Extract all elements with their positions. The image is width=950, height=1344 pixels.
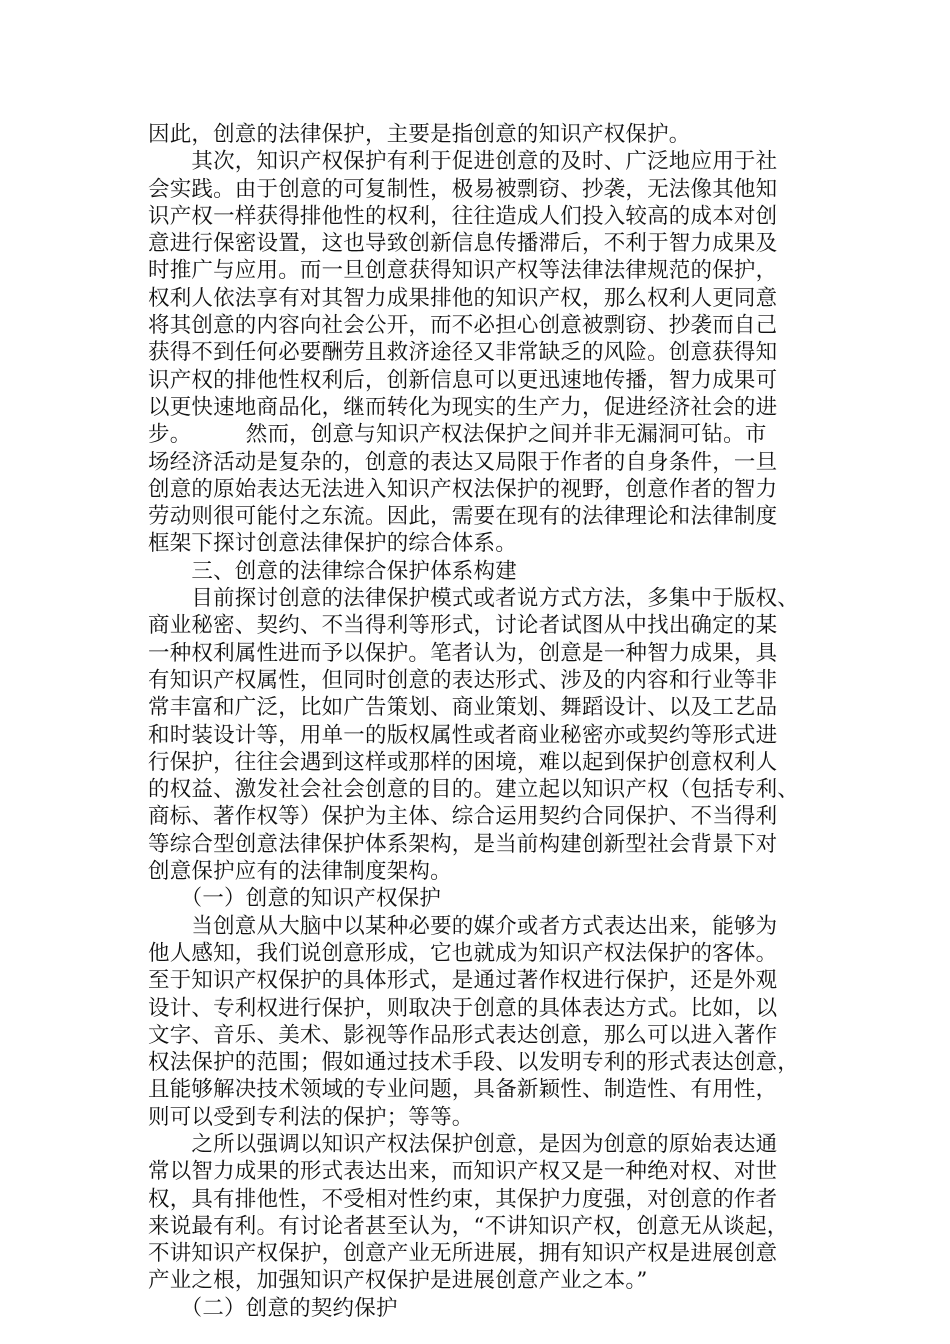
text-line: 商业秘密、契约、不当得利等形式，讨论者试图从中找出确定的某 (148, 613, 778, 639)
text-line: 权法保护的范围；假如通过技术手段、以发明专利的形式表达创意， (148, 1050, 800, 1076)
text-line: 产业之根，加强知识产权保护是进展创意产业之本。” (148, 1268, 648, 1294)
text-line: 来说最有利。有讨论者甚至认为，“不讲知识产权，创意无从谈起， (148, 1213, 789, 1239)
text-line: 不讲知识产权保护，创意产业无所进展，拥有知识产权是进展创意 (148, 1241, 778, 1267)
text-line: 目前探讨创意的法律保护模式或者说方式方法，多集中于版权、 (148, 586, 800, 612)
text-line: 常以智力成果的形式表达出来，而知识产权又是一种绝对权、对世 (148, 1159, 778, 1185)
text-line: 当创意从大脑中以某种必要的媒介或者方式表达出来，能够为 (148, 913, 778, 939)
text-line: 的权益、激发社会社会创意的目的。建立起以知识产权（包括专利、 (148, 777, 800, 803)
text-line: 商标、著作权等）保护为主体、综合运用契约合同保护、不当得利 (148, 804, 778, 830)
document-body (148, 121, 810, 1322)
text-line: 获得不到任何必要酬劳且救济途径又非常缺乏的风险。创意获得知 (148, 340, 778, 366)
text-line: 意进行保密设置，这也导致创新信息传播滞后，不利于智力成果及 (148, 231, 778, 257)
text-line: 识产权的排他性权利后，创新信息可以更迅速地传播，智力成果可 (148, 367, 778, 393)
text-line: 则可以受到专利法的保护；等等。 (148, 1104, 474, 1130)
text-line: 常丰富和广泛，比如广告策划、商业策划、舞蹈设计、以及工艺品 (148, 695, 778, 721)
text-line: 文字、音乐、美术、影视等作品形式表达创意，那么可以进入著作 (148, 1022, 778, 1048)
text-line: 至于知识产权保护的具体形式，是通过著作权进行保护，还是外观 (148, 968, 778, 994)
section-heading: 三、创意的法律综合保护体系构建 (148, 558, 517, 584)
text-line: 创意的原始表达无法进入知识产权法保护的视野，创意作者的智力 (148, 476, 778, 502)
subsection-heading: （一）创意的知识产权保护 (148, 886, 442, 912)
text-line: 将其创意的内容向社会公开，而不必担心创意被剽窃、抄袭而自己 (148, 313, 778, 339)
text-line: 有知识产权属性，但同时创意的表达形式、涉及的内容和行业等非 (148, 667, 778, 693)
text-line: 步。 然而，创意与知识产权法保护之间并非无漏洞可钻。市 (148, 422, 767, 448)
text-line: 一种权利属性进而予以保护。笔者认为，创意是一种智力成果，具 (148, 640, 778, 666)
text-line: 场经济活动是复杂的，创意的表达又局限于作者的自身条件，一旦 (148, 449, 778, 475)
text-line: 劳动则很可能付之东流。因此，需要在现有的法律理论和法律制度 (148, 504, 778, 530)
text-line: 权利人依法享有对其智力成果排他的知识产权，那么权利人更同意 (148, 285, 778, 311)
text-line: 和时装设计等，用单一的版权属性或者商业秘密亦或契约等形式进 (148, 722, 778, 748)
text-line: 设计、专利权进行保护，则取决于创意的具体表达方式。比如，以 (148, 995, 778, 1021)
text-line: 因此，创意的法律保护，主要是指创意的知识产权保护。 (148, 122, 691, 147)
text-line: 创意保护应有的法律制度架构。 (148, 859, 452, 885)
text-line: 框架下探讨创意法律保护的综合体系。 (148, 531, 517, 557)
text-line: 且能够解决技术领域的专业问题，具备新颖性、制造性、有用性， (148, 1077, 778, 1103)
text-line: 等综合型创意法律保护体系架构，是当前构建创新型社会背景下对 (148, 831, 778, 857)
text-line: 权，具有排他性，不受相对性约束，其保护力度强，对创意的作者 (148, 1186, 778, 1212)
text-line: 行保护，往往会遇到这样或那样的困境，难以起到保护创意权利人 (148, 749, 778, 775)
text-line: 时推广与应用。而一旦创意获得知识产权等法律法律规范的保护， (148, 258, 778, 284)
text-line: 会实践。由于创意的可复制性，极易被剽窃、抄袭，无法像其他知 (148, 176, 778, 202)
subsection-heading: （二）创意的契约保护 (148, 1295, 398, 1321)
text-line: 他人感知，我们说创意形成，它也就成为知识产权法保护的客体。 (148, 940, 778, 966)
text-line: 其次，知识产权保护有利于促进创意的及时、广泛地应用于社 (148, 149, 778, 175)
text-line: 识产权一样获得排他性的权利，往往造成人们投入较高的成本对创 (148, 203, 778, 229)
text-line: 之所以强调以知识产权法保护创意，是因为创意的原始表达通 (148, 1131, 778, 1157)
text-line: 以更快速地商品化，继而转化为现实的生产力，促进经济社会的进 (148, 394, 778, 420)
